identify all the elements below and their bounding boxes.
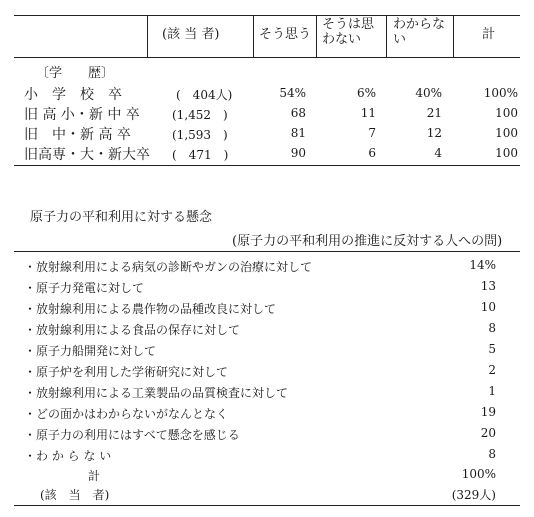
item-value: 5 <box>488 342 496 356</box>
item-value: 8 <box>488 321 496 335</box>
education-table <box>0 0 534 170</box>
item-label: ・原子炉を利用した学術研究に対して <box>24 365 229 379</box>
row-label: 旧 中・新 高 卒 <box>24 127 131 143</box>
row-total: 100 <box>495 126 518 140</box>
item-label: ・放射線利用による食品の保存に対して <box>24 323 241 337</box>
row-dont-think: 6 <box>368 146 376 160</box>
concerns-subtitle: (原子力の平和利用の推進に反対する人への問) <box>232 234 503 249</box>
item-value: 20 <box>480 426 496 440</box>
row-label: 旧高専・大・新大卒 <box>24 147 150 163</box>
row-dont-think: 11 <box>360 106 376 120</box>
table-col-divider <box>453 15 454 57</box>
row-dont-know: 21 <box>426 106 442 120</box>
concerns-title: 原子力の平和利用に対する懸念 <box>30 210 213 225</box>
row-think-so: 81 <box>290 126 306 140</box>
item-label: ・どの面かはわからないがなんとなく <box>24 407 229 421</box>
row-total: 100 <box>495 106 518 120</box>
item-label: ・わ か ら な い <box>24 449 112 463</box>
item-label: ・放射線利用による農作物の品種改良に対して <box>24 302 277 316</box>
item-value: 14% <box>469 258 496 272</box>
total-label: 計 <box>88 469 101 483</box>
respondents-value: (329人) <box>451 488 496 502</box>
header-total: 計 <box>482 27 496 42</box>
row-dont-think: 7 <box>368 126 376 140</box>
item-label: ・放射線利用による病気の診断やガンの治療に対して <box>24 260 313 274</box>
row-respondents: ( 471 ) <box>172 148 229 162</box>
row-dont-know: 4 <box>434 146 442 160</box>
row-total: 100% <box>483 86 518 100</box>
header-dont-know-line2: い <box>393 32 407 47</box>
table-bottom-rule <box>14 165 520 166</box>
total-value: 100% <box>461 467 496 481</box>
row-label: 旧 高 小・新 中 卒 <box>24 107 140 123</box>
row-respondents: (1,593 ) <box>172 128 228 142</box>
table-col-divider <box>386 15 387 57</box>
header-dont-know-line1: わからな <box>393 17 446 32</box>
item-label: ・放射線利用による工業製品の品質検査に対して <box>24 386 289 400</box>
row-think-so: 90 <box>290 146 306 160</box>
header-dont-think-line2: わない <box>322 32 362 47</box>
row-total: 100 <box>495 146 518 160</box>
row-dont-know: 12 <box>426 126 442 140</box>
item-value: 8 <box>488 447 496 461</box>
row-respondents: (1,452 ) <box>172 108 228 122</box>
item-value: 2 <box>488 363 496 377</box>
table-col-divider <box>147 15 148 57</box>
row-think-so: 54% <box>279 86 306 100</box>
item-label: ・原子力の利用にはすべて懸念を感じる <box>24 428 240 442</box>
table-top-rule <box>14 15 520 16</box>
table-header-rule <box>14 57 520 58</box>
table-col-divider <box>316 15 317 57</box>
header-think-so: そう思う <box>259 27 312 42</box>
item-value: 13 <box>480 279 496 293</box>
header-respondents: (該 当 者) <box>162 27 220 42</box>
item-value: 19 <box>480 405 496 419</box>
item-value: 10 <box>480 300 496 314</box>
item-label: ・原子力発電に対して <box>24 281 145 295</box>
row-label: 小 学 校 卒 <box>24 87 122 103</box>
respondents-label: (該 当 者) <box>40 488 110 502</box>
concerns-bottom-rule <box>14 505 520 506</box>
row-respondents: ( 404人) <box>176 88 233 102</box>
row-dont-know: 40% <box>415 86 442 100</box>
header-dont-think-line1: そうは思 <box>322 17 375 32</box>
row-think-so: 68 <box>290 106 306 120</box>
section-label-education: 〔学 歴〕 <box>36 66 115 81</box>
table-col-divider <box>253 15 254 57</box>
row-dont-think: 6% <box>356 86 376 100</box>
concerns-top-rule <box>14 251 520 252</box>
item-label: ・原子力船開発に対して <box>24 344 157 358</box>
item-value: 1 <box>488 384 496 398</box>
